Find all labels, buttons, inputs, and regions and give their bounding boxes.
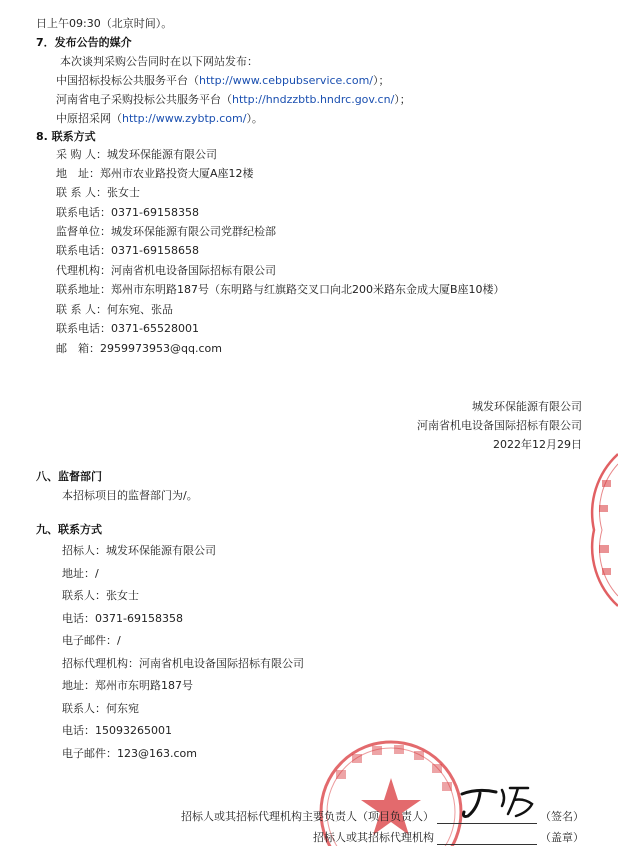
contact-line: 联 系 人：张女士 — [56, 186, 140, 199]
stamp-underline — [437, 844, 537, 845]
media-site-link[interactable]: http://www.cebpubservice.com/ — [199, 74, 374, 87]
signature-label-1: 招标人或其招标代理机构主要负责人（项目负责人） — [181, 810, 434, 823]
signoff-date: 2022年12月29日 — [493, 438, 582, 451]
contact-line: 联系地址：郑州市东明路187号（东明路与红旗路交叉口向北200米路东金成大厦B座10楼） — [56, 283, 505, 296]
contact-line: 电子邮件：123@163.com — [62, 747, 197, 760]
contact-line: 联系人：张女士 — [62, 589, 139, 602]
signature-suffix-2: （盖章） — [540, 831, 584, 844]
media-site-2 — [56, 93, 411, 107]
contact-line: 联系电话：0371-65528001 — [56, 322, 199, 335]
section-nine-title: 九、联系方式 — [36, 523, 102, 536]
contact-line: 采 购 人：城发环保能源有限公司 — [56, 148, 217, 161]
media-site-3 — [56, 112, 263, 126]
handwritten-signature-icon — [458, 784, 538, 822]
section-8-title: 8. 联系方式 — [36, 130, 96, 143]
section-7-intro: 本次谈判采购公告同时在以下网站发布： — [60, 55, 258, 68]
seal-stamp-partial-icon — [590, 450, 618, 610]
media-site-link[interactable]: http://hndzzbtb.hndrc.gov.cn/ — [232, 93, 395, 106]
contact-line: 电子邮件：/ — [62, 634, 121, 647]
contact-line: 代理机构：河南省机电设备国际招标有限公司 — [56, 264, 276, 277]
signoff-org-2: 河南省机电设备国际招标有限公司 — [417, 419, 582, 432]
contact-line: 电话：15093265001 — [62, 724, 172, 737]
section-eight-title: 八、监督部门 — [36, 470, 102, 483]
media-site-suffix: ）； — [373, 74, 390, 87]
contact-line: 联系电话：0371-69158358 — [56, 206, 199, 219]
contact-line: 招标人：城发环保能源有限公司 — [62, 544, 216, 557]
media-site-label: 中国招标投标公共服务平台（ — [56, 74, 199, 87]
contact-line: 电话：0371-69158358 — [62, 612, 183, 625]
signature-underline — [437, 823, 537, 824]
contact-line: 联系电话：0371-69158658 — [56, 244, 199, 257]
contact-line: 邮 箱：2959973953@qq.com — [56, 342, 222, 355]
media-site-link[interactable]: http://www.zybtp.com/ — [122, 112, 247, 125]
media-site-suffix: ）。 — [246, 112, 263, 125]
contact-line: 联系人：何东宛 — [62, 702, 139, 715]
media-site-suffix: ）； — [394, 93, 411, 106]
top-line: 日上午09:30（北京时间）。 — [36, 17, 173, 30]
seal-stamp-icon — [316, 730, 466, 846]
media-site-label: 河南省电子采购投标公共服务平台（ — [56, 93, 232, 106]
contact-line: 地址：/ — [62, 567, 99, 580]
section-7-title: 7．发布公告的媒介 — [36, 36, 132, 49]
section-eight-text: 本招标项目的监督部门为/。 — [62, 489, 198, 502]
media-site-label: 中原招采网（ — [56, 112, 122, 125]
contact-line: 监督单位：城发环保能源有限公司党群纪检部 — [56, 225, 276, 238]
media-site-1 — [56, 74, 390, 88]
signoff-org-1: 城发环保能源有限公司 — [472, 400, 582, 413]
contact-line: 联 系 人：何东宛、张品 — [56, 303, 173, 316]
contact-line: 地址：郑州市东明路187号 — [62, 679, 193, 692]
signature-label-2: 招标人或其招标代理机构 — [313, 831, 434, 844]
signature-suffix-1: （签名） — [540, 810, 584, 823]
contact-line: 招标代理机构：河南省机电设备国际招标有限公司 — [62, 657, 304, 670]
contact-line: 地 址：郑州市农业路投资大厦A座12楼 — [56, 167, 254, 180]
